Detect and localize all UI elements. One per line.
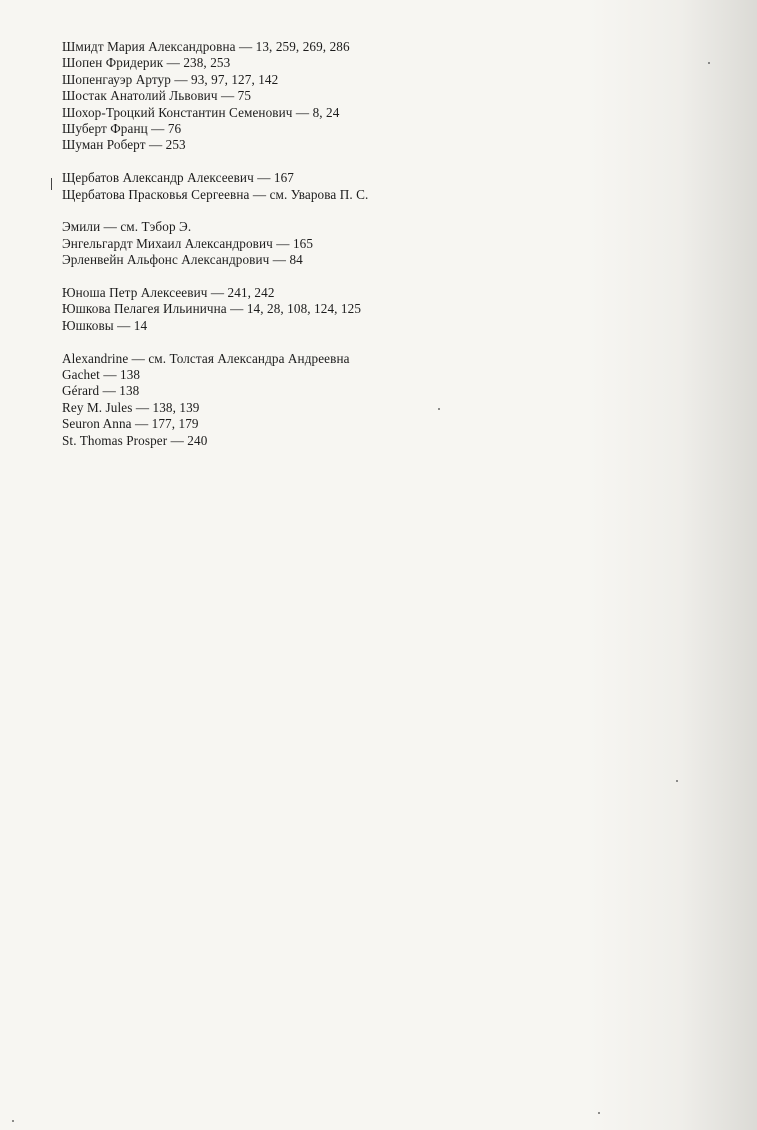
scan-speck: [438, 408, 440, 410]
index-entry: Эрленвейн Альфонс Александрович — 84: [62, 252, 303, 268]
index-entry: Шуман Роберт — 253: [62, 137, 186, 153]
index-entry: Alexandrine — см. Толстая Александра Андреевна: [62, 350, 350, 366]
index-entry: Юшковы — 14: [62, 317, 148, 333]
index-group-shch: [62, 170, 712, 203]
index-entry: Шмидт Мария Александровна — 13, 259, 269, 286: [62, 39, 350, 54]
index-entry: Шохор-Троцкий Константин Семенович — 8, 24: [62, 104, 340, 120]
index-entry: Шопенгауэр Артур — 93, 97, 127, 142: [62, 71, 279, 87]
index-entry: Юноша Петр Алексеевич — 241, 242: [62, 285, 275, 301]
index-group-yu: [62, 285, 712, 334]
margin-mark: [51, 178, 52, 190]
index-entry: Rey M. Jules — 138, 139: [62, 399, 200, 415]
index-entry: Энгельгардт Михаил Александрович — 165: [62, 235, 314, 251]
index-entry: Seuron Anna — 177, 179: [62, 416, 199, 432]
index-entry: Шуберт Франц — 76: [62, 121, 182, 137]
scan-speck: [598, 1112, 600, 1114]
scan-speck: [676, 780, 678, 782]
index-group-sh: [62, 39, 712, 154]
index-entry: St. Thomas Prosper — 240: [62, 432, 208, 448]
scan-speck: [12, 1120, 14, 1122]
index-group-e: [62, 219, 712, 268]
index-entry: Gachet — 138: [62, 367, 141, 383]
index-entry: Шостак Анатолий Львович — 75: [62, 88, 252, 104]
index-group-latin: [62, 351, 712, 449]
index-entry: Шопен Фридерик — 238, 253: [62, 55, 231, 71]
index-entry: Щербатова Прасковья Сергеевна — см. Уварова П. С.: [62, 186, 369, 202]
index-entry: Эмили — см. Тэбор Э.: [62, 219, 192, 235]
index-entry: Gérard — 138: [62, 383, 140, 399]
index-entry: Щербатов Александр Алексеевич — 167: [62, 170, 294, 186]
index-entry: Юшкова Пелагея Ильинична — 14, 28, 108, 124, 125: [62, 301, 362, 317]
scan-speck: [708, 62, 710, 64]
name-index: [62, 39, 712, 465]
